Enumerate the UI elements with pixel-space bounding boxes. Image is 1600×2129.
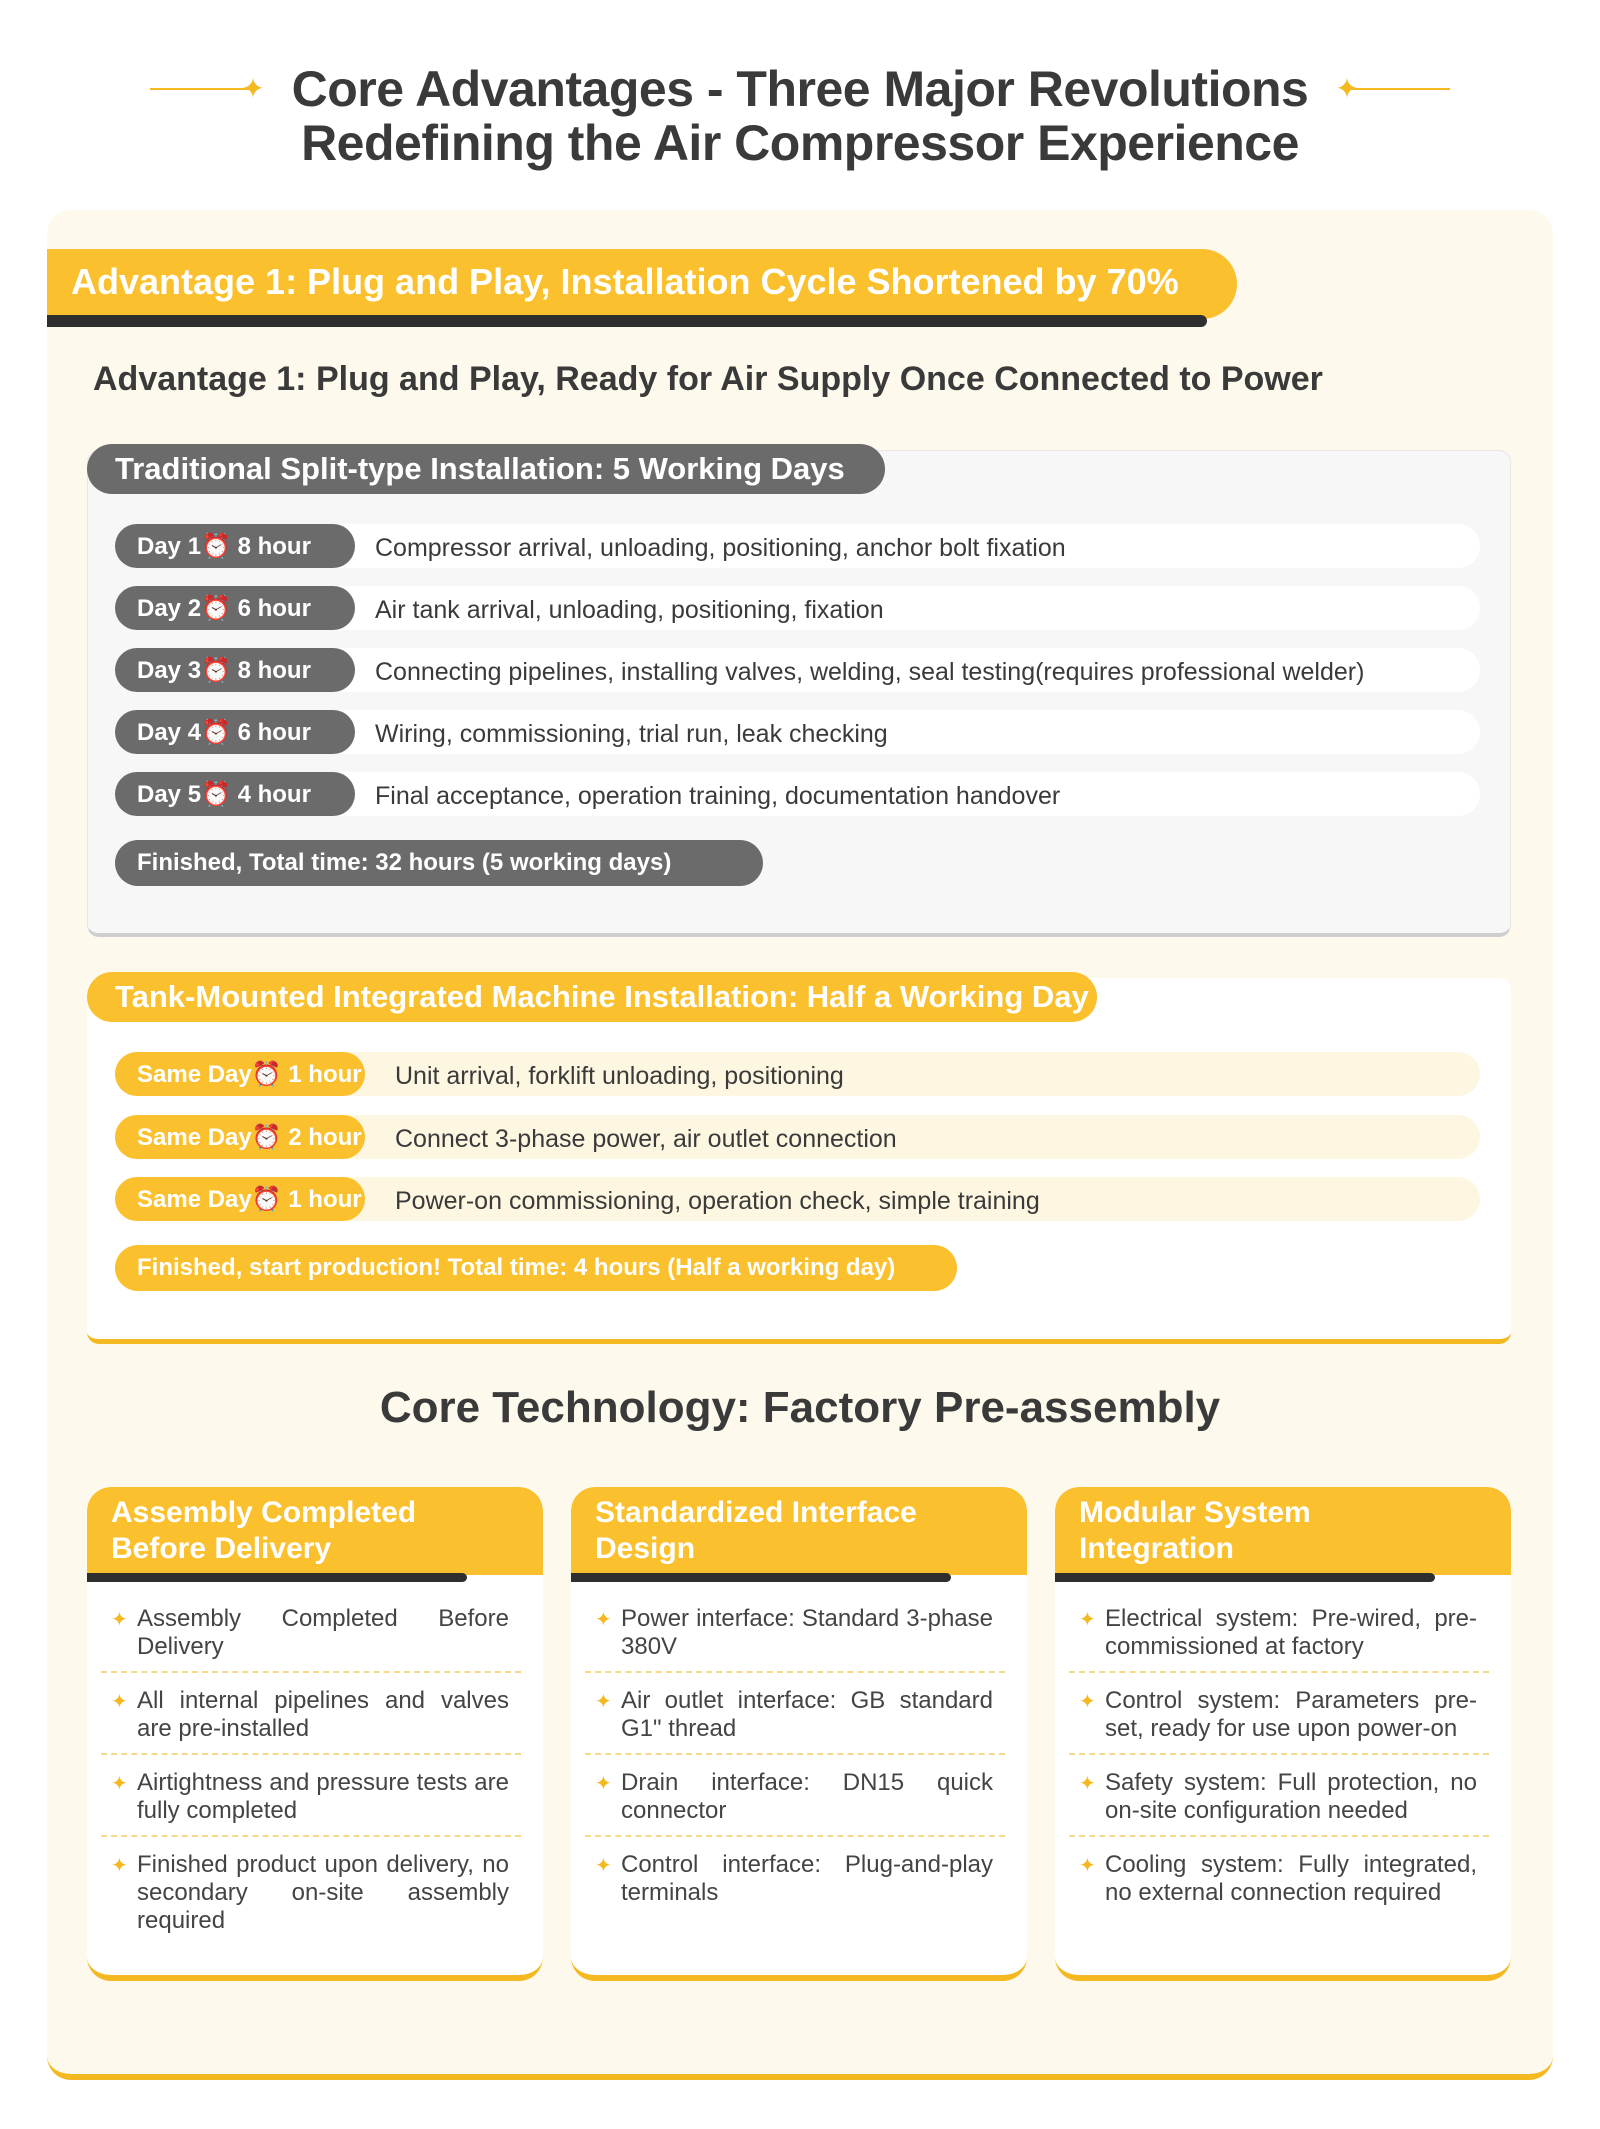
list-item-text: Drain interface: DN15 quick connector	[621, 1769, 993, 1824]
same-day-pill-label: Same Day⏰ 2 hour	[137, 1124, 362, 1151]
bullet-star-icon: ✦	[111, 1609, 128, 1631]
feature-card-title	[1079, 1495, 1311, 1567]
feature-list	[585, 1605, 1005, 1931]
core-technology-heading: Core Technology: Factory Pre-assembly	[379, 1383, 1221, 1432]
same-day-pill-label: Same Day⏰ 1 hour	[137, 1061, 362, 1088]
day-pill	[115, 524, 355, 568]
list-item	[101, 1687, 521, 1755]
feature-card-header	[571, 1487, 1027, 1575]
bullet-star-icon: ✦	[1079, 1773, 1096, 1795]
list-item	[585, 1605, 1005, 1673]
feature-card-title-line-2: Design	[595, 1532, 696, 1565]
day-pill-label: Day 2⏰ 6 hour	[137, 595, 311, 622]
timeline-row-text: Wiring, commissioning, trial run, leak checking	[375, 720, 888, 748]
integrated-total-text: Finished, start production! Total time: 4 hours (Half a working day)	[137, 1254, 896, 1281]
timeline-row	[115, 1177, 1480, 1221]
same-day-pill	[115, 1115, 365, 1159]
feature-card-title-line-2: Integration	[1079, 1532, 1234, 1565]
timeline-row	[115, 524, 1480, 568]
page-title-line-2: Redefining the Air Compressor Experience	[301, 115, 1299, 171]
feature-card-title-line-1: Standardized Interface	[595, 1496, 917, 1529]
feature-list	[101, 1605, 521, 1959]
list-item-text: Assembly Completed Before Delivery	[137, 1605, 509, 1660]
list-item	[1069, 1605, 1489, 1673]
day-pill	[115, 710, 355, 754]
timeline-row-text: Connecting pipelines, installing valves, welding, seal testing(requires professional welder)	[375, 658, 1365, 686]
timeline-row	[115, 648, 1480, 692]
advantage-banner-underline	[47, 315, 1207, 327]
timeline-row-text: Air tank arrival, unloading, positioning, fixation	[375, 596, 884, 624]
day-pill	[115, 648, 355, 692]
timeline-row-text: Connect 3-phase power, air outlet connection	[395, 1125, 897, 1153]
feature-card-underline	[1055, 1573, 1435, 1582]
feature-card-underline	[87, 1573, 467, 1582]
traditional-installation-title-text: Traditional Split-type Installation: 5 Working Days	[115, 451, 845, 486]
day-pill-label: Day 1⏰ 8 hour	[137, 533, 311, 560]
timeline-row	[115, 586, 1480, 630]
feature-card-title-line-1: Assembly Completed	[111, 1496, 417, 1529]
bullet-star-icon: ✦	[595, 1855, 612, 1877]
same-day-pill-label: Same Day⏰ 1 hour	[137, 1186, 362, 1213]
bullet-star-icon: ✦	[111, 1691, 128, 1713]
star-icon: ✦	[1335, 73, 1359, 104]
feature-card-title	[595, 1495, 917, 1567]
feature-list	[1069, 1605, 1489, 1931]
list-item	[1069, 1769, 1489, 1837]
advantage-banner	[47, 249, 1237, 319]
feature-card-assembly	[87, 1487, 543, 1981]
list-item	[101, 1851, 521, 1945]
traditional-installation-title	[87, 444, 885, 494]
page-title	[0, 62, 1600, 170]
page-title-line-1: Core Advantages - Three Major Revolutions	[291, 61, 1309, 117]
same-day-pill	[115, 1052, 365, 1096]
timeline-row-text: Compressor arrival, unloading, positioning, anchor bolt fixation	[375, 534, 1066, 562]
list-item	[585, 1851, 1005, 1917]
bullet-star-icon: ✦	[595, 1773, 612, 1795]
timeline-row-text: Final acceptance, operation training, documentation handover	[375, 782, 1061, 810]
list-item-text: Control system: Parameters pre-set, ready for use upon power-on	[1105, 1687, 1477, 1742]
list-item-text: Control interface: Plug-and-play terminals	[621, 1851, 993, 1906]
timeline-row-text: Power-on commissioning, operation check, simple training	[395, 1187, 1040, 1215]
list-item-text: All internal pipelines and valves are pre-installed	[137, 1687, 509, 1742]
feature-card-title-line-2: Before Delivery	[111, 1532, 332, 1565]
feature-card-title	[111, 1495, 416, 1567]
list-item-text: Cooling system: Fully integrated, no external connection required	[1105, 1851, 1477, 1906]
timeline-row	[115, 1052, 1480, 1096]
bullet-star-icon: ✦	[1079, 1855, 1096, 1877]
bullet-star-icon: ✦	[111, 1855, 128, 1877]
advantage-banner-text: Advantage 1: Plug and Play, Installation Cycle Shortened by 70%	[71, 261, 1179, 302]
bullet-star-icon: ✦	[111, 1773, 128, 1795]
timeline-row	[115, 710, 1480, 754]
list-item	[101, 1605, 521, 1673]
day-pill	[115, 586, 355, 630]
same-day-pill	[115, 1177, 365, 1221]
list-item-text: Safety system: Full protection, no on-site configuration needed	[1105, 1769, 1477, 1824]
day-pill-label: Day 5⏰ 4 hour	[137, 781, 311, 808]
bullet-star-icon: ✦	[595, 1609, 612, 1631]
list-item-text: Electrical system: Pre-wired, pre-commissioned at factory	[1105, 1605, 1477, 1660]
feature-card-modular	[1055, 1487, 1511, 1981]
traditional-total-badge	[115, 840, 763, 886]
list-item	[101, 1769, 521, 1837]
star-icon: ✦	[241, 73, 265, 104]
integrated-total-badge	[115, 1245, 957, 1291]
list-item	[585, 1769, 1005, 1837]
day-pill-label: Day 3⏰ 8 hour	[137, 657, 311, 684]
list-item	[1069, 1851, 1489, 1917]
day-pill	[115, 772, 355, 816]
integrated-installation-title-text: Tank-Mounted Integrated Machine Installation: Half a Working Day	[115, 979, 1089, 1014]
list-item	[585, 1687, 1005, 1755]
advantage-subheading: Advantage 1: Plug and Play, Ready for Air Supply Once Connected to Power	[93, 360, 1323, 398]
list-item-text: Power interface: Standard 3-phase 380V	[621, 1605, 993, 1660]
day-pill-label: Day 4⏰ 6 hour	[137, 719, 311, 746]
timeline-row	[115, 772, 1480, 816]
feature-card-header	[1055, 1487, 1511, 1575]
list-item-text: Airtightness and pressure tests are fully completed	[137, 1769, 509, 1824]
feature-card-underline	[571, 1573, 951, 1582]
integrated-installation-title	[87, 972, 1097, 1022]
list-item-text: Air outlet interface: GB standard G1" thread	[621, 1687, 993, 1742]
feature-card-title-line-1: Modular System	[1079, 1496, 1311, 1529]
feature-card-header	[87, 1487, 543, 1575]
traditional-total-text: Finished, Total time: 32 hours (5 working days)	[137, 849, 672, 876]
bullet-star-icon: ✦	[1079, 1609, 1096, 1631]
feature-card-interface	[571, 1487, 1027, 1981]
bullet-star-icon: ✦	[1079, 1691, 1096, 1713]
list-item-text: Finished product upon delivery, no secondary on-site assembly required	[137, 1851, 509, 1934]
timeline-row-text: Unit arrival, forklift unloading, positioning	[395, 1062, 844, 1090]
list-item	[1069, 1687, 1489, 1755]
timeline-row	[115, 1115, 1480, 1159]
bullet-star-icon: ✦	[595, 1691, 612, 1713]
